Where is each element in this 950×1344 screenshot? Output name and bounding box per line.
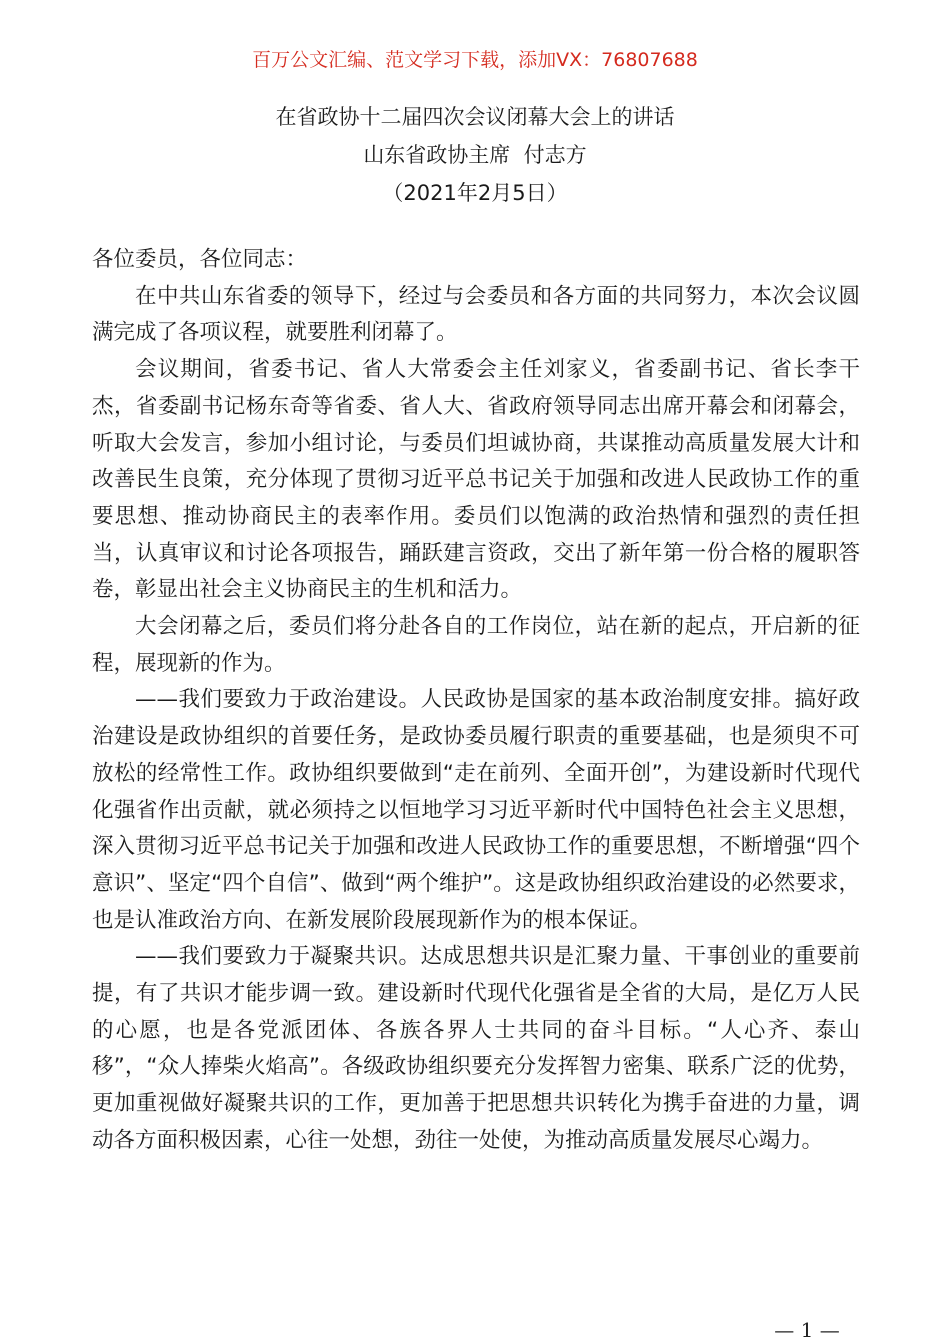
paragraph-1: 在中共山东省委的领导下，经过与会委员和各方面的共同努力，本次会议圆满完成了各项议程，就要胜利闭幕了。 bbox=[92, 283, 860, 346]
speaker-line: 山东省政协主席 付志方 bbox=[363, 143, 587, 167]
paragraph-2: 会议期间，省委书记、省人大常委会主任刘家义，省委副书记、省长李干杰，省委副书记杨东奇等省委、省人大、省政府领导同志出席开幕会和闭幕会，听取大会发言，参加小组讨论，与委员们坦诚协商，共谋推动高质量发展大计和改善民生良策，充分体现了贯彻习近平总书记关于加强和改进人民政协工作的重要思想、推动协商民主的表率作用。委员们以饱满的政治热情和强烈的责任担当，认真审议和讨论各项报告，踊跃建言资政，交出了新年第一份合格的履职答卷，彰显出社会主义协商民主的生机和活力。 bbox=[92, 357, 860, 603]
page-number: — 1 — bbox=[774, 1318, 840, 1342]
paragraph-4: ——我们要致力于政治建设。人民政协是国家的基本政治制度安排。搞好政治建设是政协组织的首要任务，是政协委员履行职责的重要基础，也是须臾不可放松的经常性工作。政协组织要做到“走在前列、全面开创”，为建设新时代现代化强省作出贡献，就必须持之以恒地学习习近平新时代中国特色社会主义思想，深入贯彻习近平总书记关于加强和改进人民政协工作的重要思想，不断增强“四个意识”、坚定“四个自信”、做到“两个维护”。这是政协组织政治建设的必然要求，也是认准政治方向、在新发展阶段展现新作为的根本保证。 bbox=[92, 687, 860, 933]
paragraph-3: 大会闭幕之后，委员们将分赴各自的工作岗位，站在新的起点，开启新的征程，展现新的作为。 bbox=[92, 614, 860, 676]
speech-title: 在省政协十二届四次会议闭幕大会上的讲话 bbox=[275, 105, 675, 129]
title-block bbox=[0, 98, 950, 212]
watermark-header-note: 百万公文汇编、范文学习下载，添加VX：76807688 bbox=[252, 49, 698, 71]
salutation: 各位委员，各位同志： bbox=[92, 247, 308, 272]
paragraph-5: ——我们要致力于凝聚共识。达成思想共识是汇聚力量、干事创业的重要前提，有了共识才能步调一致。建设新时代现代化强省是全省的大局，是亿万人民的心愿，也是各党派团体、各族各界人士共同的奋斗目标。“人心齐、泰山移”，“众人捧柴火焰高”。各级政协组织要充分发挥智力密集、联系广泛的优势，更加重视做好凝聚共识的工作，更加善于把思想共识转化为携手奋进的力量，调动各方面积极因素，心往一处想，劲往一处使，为推动高质量发展尽心竭力。 bbox=[92, 944, 860, 1153]
speech-date: （2021年2月5日） bbox=[382, 181, 568, 205]
document-body bbox=[92, 242, 860, 1160]
